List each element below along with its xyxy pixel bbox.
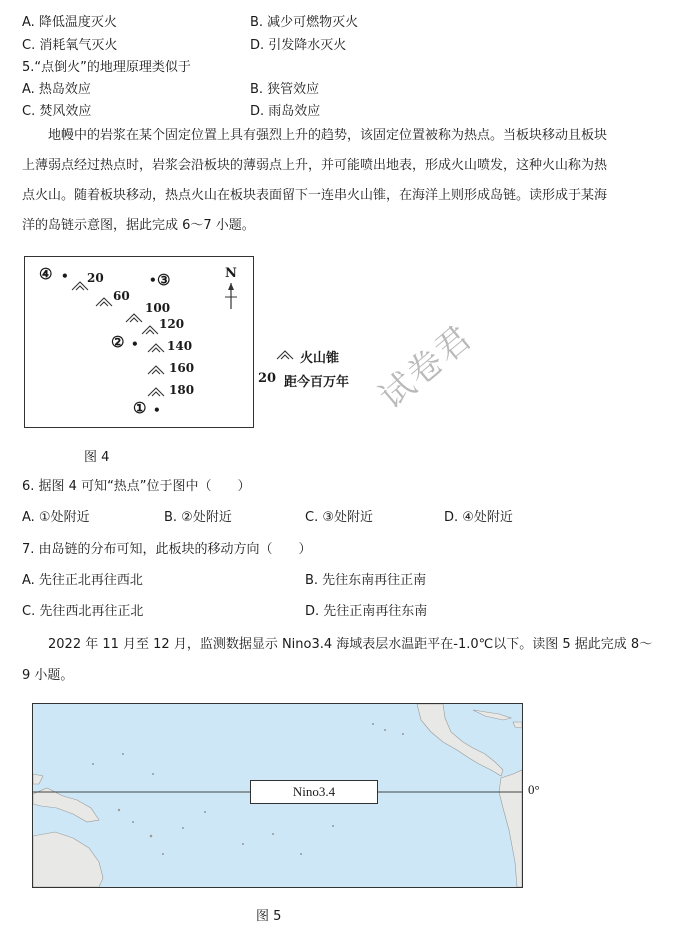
- passage-nino-line2: 9 小题。: [22, 668, 74, 683]
- q7-stem: 7. 由岛链的分布可知，此板块的移动方向（ ）: [22, 542, 312, 557]
- marker-3: ③: [157, 271, 171, 289]
- figure-5-map: [32, 703, 523, 888]
- figure-4-island-chain: [24, 256, 254, 428]
- age-label: 60: [113, 289, 130, 303]
- figure-4-caption: 图 4: [84, 450, 110, 465]
- q6-option-c: C. ③处附近: [305, 510, 373, 525]
- q4-option-d: D. 引发降水灭火: [250, 38, 347, 53]
- age-label: 100: [145, 301, 171, 315]
- q7-option-b: B. 先往东南再往正南: [305, 573, 427, 588]
- volcano-cone-icon: [147, 343, 165, 353]
- age-label: 180: [169, 383, 195, 397]
- nino34-region-label: Nino3.4: [250, 780, 378, 804]
- volcano-cone-icon: [147, 387, 165, 397]
- dot-1: •: [153, 403, 161, 417]
- watermark: 试卷君: [372, 317, 481, 418]
- q4-option-c: C. 消耗氧气灭火: [22, 38, 118, 53]
- dot-3: •: [149, 273, 157, 287]
- legend-volcano-label: 火山锥: [300, 351, 340, 366]
- q7-option-a: A. 先往正北再往西北: [22, 573, 143, 588]
- passage-nino-line1: 2022 年 11 月至 12 月，监测数据显示 Nino3.4 海域表层水温距平在-1.0℃以下。读图 5 据此完成 8～: [48, 637, 653, 652]
- q5-option-b: B. 狭管效应: [250, 82, 320, 97]
- volcano-cone-icon: [147, 365, 165, 375]
- age-label: 120: [159, 317, 185, 331]
- q6-option-b: B. ②处附近: [164, 510, 232, 525]
- passage-hotspot-line3: 点火山。随着板块移动，热点火山在板块表面留下一连串火山锥，在海洋上则形成岛链。读形成于某海: [22, 188, 608, 203]
- marker-2: ②: [111, 333, 125, 351]
- passage-hotspot: [22, 121, 672, 241]
- dot-4: •: [61, 269, 69, 283]
- passage-hotspot-line1: 地幔中的岩浆在某个固定位置上具有强烈上升的趋势，该固定位置被称为热点。当板块移动且板块: [48, 128, 608, 143]
- volcano-cone-icon: [141, 325, 159, 335]
- legend-age-number: 20: [258, 371, 277, 386]
- dot-2: •: [131, 337, 139, 351]
- passage-hotspot-line4: 洋的岛链示意图，据此完成 6～7 小题。: [22, 218, 255, 233]
- marker-1: ①: [133, 399, 147, 417]
- north-arrow-icon: [224, 281, 238, 311]
- figure-5-caption: 图 5: [256, 909, 282, 924]
- q6-option-d: D. ④处附近: [444, 510, 513, 525]
- age-label: 20: [87, 271, 104, 285]
- age-label: 140: [167, 339, 193, 353]
- q4-option-a: A. 降低温度灭火: [22, 15, 117, 30]
- volcano-cone-icon: [125, 313, 143, 323]
- equator-label: 0°: [528, 782, 540, 797]
- legend-volcano-icon: [276, 350, 294, 360]
- marker-4: ④: [39, 265, 53, 283]
- legend-age-label: 距今百万年: [284, 375, 350, 390]
- q7-option-c: C. 先往西北再往正北: [22, 604, 144, 619]
- north-label: N: [225, 266, 237, 281]
- q7-option-d: D. 先往正南再往东南: [305, 604, 428, 619]
- age-label: 160: [169, 361, 195, 375]
- q6-stem: 6. 据图 4 可知“热点”位于图中（ ）: [22, 479, 251, 494]
- q5-option-a: A. 热岛效应: [22, 82, 91, 97]
- q4-option-b: B. 减少可燃物灭火: [250, 15, 359, 30]
- volcano-cone-icon: [95, 297, 113, 307]
- q5-option-d: D. 雨岛效应: [250, 104, 321, 119]
- q5-stem: 5.“点倒火”的地理原理类似于: [22, 60, 191, 75]
- q6-option-a: A. ①处附近: [22, 510, 90, 525]
- passage-hotspot-line2: 上薄弱点经过热点时，岩浆会沿板块的薄弱点上升，并可能喷出地表，形成火山喷发，这种火山称为热: [22, 158, 608, 173]
- q5-option-c: C. 焚风效应: [22, 104, 92, 119]
